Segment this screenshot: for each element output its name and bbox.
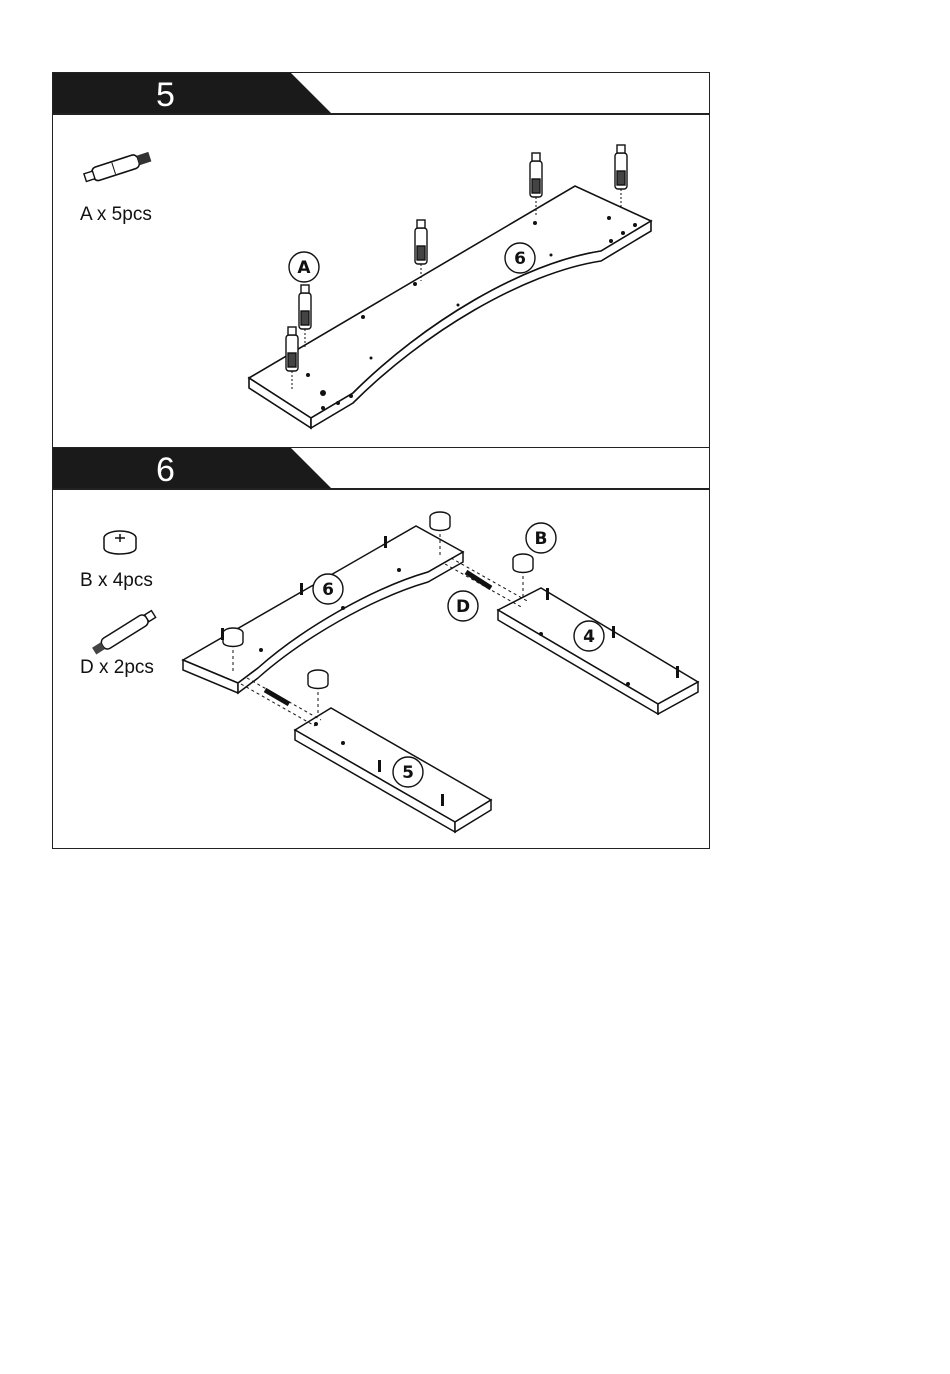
part-D-quantity: D x 2pcs xyxy=(80,657,154,678)
panel-6 xyxy=(183,526,463,693)
callout-D xyxy=(448,591,478,621)
part-B-quantity: B x 4pcs xyxy=(80,570,153,591)
svg-text:6: 6 xyxy=(514,249,526,269)
callout-A xyxy=(289,252,319,282)
callout-panel-6 xyxy=(505,243,535,273)
svg-text:B: B xyxy=(534,529,548,549)
callout-panel-6 xyxy=(313,574,343,604)
svg-text:6: 6 xyxy=(322,580,334,600)
panel-4 xyxy=(498,588,698,714)
step-5-drawing xyxy=(53,73,711,449)
svg-text:A: A xyxy=(297,258,311,278)
step-5-panel xyxy=(52,72,710,448)
callout-panel-5 xyxy=(393,757,423,787)
step-6-panel xyxy=(52,447,710,849)
step-number: 5 xyxy=(156,76,175,114)
part-A-quantity: A x 5pcs xyxy=(80,204,152,225)
cam-lock-icon xyxy=(104,531,136,554)
svg-text:D: D xyxy=(455,597,471,617)
cam-bolt-icon xyxy=(83,150,152,184)
step-6-drawing xyxy=(53,448,711,850)
callout-panel-4 xyxy=(574,621,604,651)
svg-text:5: 5 xyxy=(402,763,414,783)
callout-B xyxy=(526,523,556,553)
svg-text:4: 4 xyxy=(583,627,595,647)
dowel-bolt-icon xyxy=(91,609,157,656)
step-number: 6 xyxy=(156,451,175,489)
